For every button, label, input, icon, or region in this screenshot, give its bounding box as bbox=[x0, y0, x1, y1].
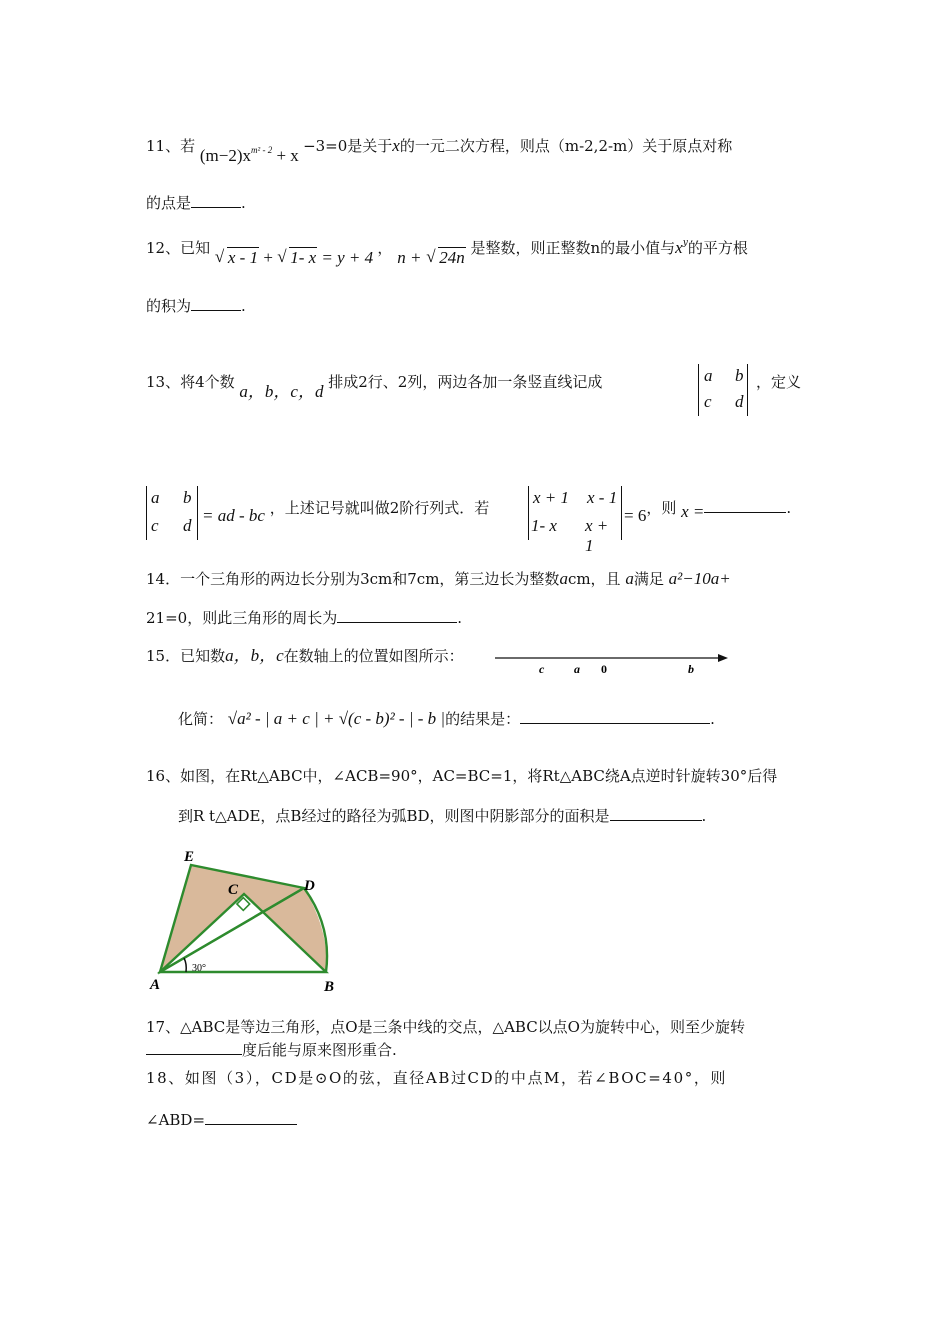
q11-line2-text: 的点是 bbox=[146, 194, 192, 212]
q12-sqrt3: √ 24n bbox=[426, 247, 465, 267]
q12-sqrt1: √ x - 1 bbox=[214, 247, 259, 267]
q17-text1: 17、△ABC是等边三角形，点O是三条中线的交点，△ABC以点O为旋转中心，则至少旋转 bbox=[146, 1018, 745, 1036]
q13-m11: x + 1 bbox=[533, 488, 570, 507]
q12-formula bbox=[215, 248, 378, 267]
q11-exponent: m² - 2 bbox=[251, 145, 273, 155]
q11-end: . bbox=[241, 194, 246, 212]
q13-then: ，则 bbox=[646, 499, 677, 517]
q16-text2: 到R t△ADE，点B经过的路径为弧BD，则图中阴影部分的面积是 bbox=[178, 807, 610, 825]
q13-text2: ，定义 bbox=[756, 373, 802, 391]
label-angle: 30° bbox=[192, 963, 206, 974]
q11-answer-blank[interactable] bbox=[191, 193, 241, 208]
q14-eq-part: a²−10a+ bbox=[668, 569, 731, 588]
q12-number: 12、已知 bbox=[146, 239, 211, 257]
q13-det-notation bbox=[698, 364, 748, 416]
q13-det-d: d bbox=[735, 392, 744, 411]
q13-end: . bbox=[786, 499, 792, 517]
q15-end: . bbox=[710, 710, 715, 728]
q12-sqrt2: √ 1- x bbox=[277, 247, 317, 267]
label-A: A bbox=[150, 977, 161, 993]
q14-answer-blank[interactable] bbox=[337, 608, 457, 623]
q13-number: 13、将4个数 bbox=[146, 373, 235, 391]
q13-line2b bbox=[624, 498, 792, 525]
q15-text1b: 在数轴上的位置如图所示： bbox=[283, 647, 464, 665]
q13-define bbox=[756, 372, 801, 392]
q14-end: . bbox=[457, 609, 462, 627]
q18-text1: 18、如图（3），CD是⊙O的弦，直径AB过CD的中点M，若∠BOC=40°，则 bbox=[146, 1069, 728, 1087]
q17-line2 bbox=[146, 1040, 397, 1060]
q12-xy-exp: y bbox=[682, 238, 688, 248]
label-D: D bbox=[304, 878, 315, 894]
q17-line1 bbox=[146, 1017, 745, 1037]
q13-line1 bbox=[146, 372, 603, 401]
q12-end: . bbox=[241, 297, 246, 315]
q15-answer-blank[interactable] bbox=[520, 709, 710, 724]
q13-det-b: b bbox=[735, 366, 744, 385]
q15-text1: 15．已知数 bbox=[146, 647, 226, 665]
q14-text2: 21=0，则此三角形的周长为 bbox=[146, 609, 338, 627]
q13-line2 bbox=[202, 498, 490, 525]
q11-number: 11、若 bbox=[146, 137, 196, 155]
q13-def-d: d bbox=[183, 516, 192, 535]
q11-text2: 的一元二次方程，则点（m-2,2-m）关于原点对称 bbox=[399, 137, 733, 155]
q15-simplify: 化简： bbox=[178, 710, 224, 728]
number-line bbox=[490, 648, 735, 678]
axis-label-b: b bbox=[688, 662, 694, 676]
q11-expr-a: (m−2)x bbox=[199, 146, 252, 165]
q15-line2 bbox=[178, 709, 715, 729]
q14-text1: 14．一个三角形的两边长分别为3cm和7cm，第三边长为整数 bbox=[146, 570, 560, 588]
q14-a2: a bbox=[625, 569, 634, 588]
q12-answer-blank[interactable] bbox=[191, 296, 241, 311]
q12-eq: = y + 4 bbox=[321, 248, 374, 267]
q12-plus: + bbox=[263, 248, 273, 267]
q17-answer-blank[interactable] bbox=[146, 1040, 242, 1055]
q13-def-c: c bbox=[151, 516, 159, 535]
q11-var-x: x bbox=[392, 136, 400, 155]
q13-x-eq: x = bbox=[681, 502, 705, 521]
q11-line1 bbox=[146, 130, 733, 165]
q11-expr-b: + x bbox=[276, 146, 299, 165]
q13-det-def bbox=[146, 486, 198, 540]
q18-line1 bbox=[146, 1068, 727, 1088]
axis-label-c: c bbox=[539, 662, 545, 676]
q13-m21: 1- x bbox=[531, 516, 557, 535]
label-C: C bbox=[228, 882, 239, 898]
q13-text1: 排成2行、2列，两边各加一条竖直线记成 bbox=[328, 373, 603, 391]
q16-answer-blank[interactable] bbox=[610, 806, 702, 821]
q13-m22: x + 1 bbox=[585, 516, 609, 555]
q12-formula2 bbox=[397, 249, 470, 267]
q13-def-b: b bbox=[183, 488, 192, 507]
axis-label-0: 0 bbox=[601, 662, 607, 676]
q15-abc: a，b，c bbox=[225, 646, 284, 665]
axis-label-a: a bbox=[574, 662, 580, 676]
q15-line1 bbox=[146, 646, 464, 666]
q18-line2 bbox=[146, 1110, 297, 1130]
q12-line2-text: 的积为 bbox=[146, 297, 192, 315]
q13-text3: ，上述记号就叫做2阶行列式．若 bbox=[269, 499, 490, 517]
q15-expr: √a² - | a + c | + √(c - b)² - | - b | bbox=[227, 709, 446, 728]
q18-text2: ∠ABD= bbox=[146, 1111, 206, 1129]
q13-eq6: = 6 bbox=[624, 506, 647, 525]
q16-figure bbox=[140, 842, 355, 997]
q13-answer-blank[interactable] bbox=[704, 498, 786, 513]
q12-text2: 的平方根 bbox=[687, 239, 748, 257]
q12-comma: ， bbox=[377, 239, 393, 257]
q14-satisfy: 满足 bbox=[633, 570, 664, 588]
q12-line1 bbox=[146, 233, 748, 267]
label-E: E bbox=[184, 849, 195, 865]
label-B: B bbox=[324, 979, 335, 995]
q13-det-problem bbox=[528, 486, 622, 555]
q11-formula bbox=[200, 146, 303, 165]
q16-line1 bbox=[146, 766, 777, 786]
q12-n-plus: n + bbox=[397, 248, 422, 267]
q18-answer-blank[interactable] bbox=[205, 1110, 297, 1125]
q15-result: 的结果是： bbox=[445, 710, 521, 728]
q14-cm: cm，且 bbox=[567, 570, 621, 588]
q13-det-a: a bbox=[704, 366, 713, 385]
q13-def-rhs: = ad - bc bbox=[202, 506, 265, 525]
q11-line2 bbox=[146, 193, 246, 213]
q11-text1: −3=0是关于 bbox=[303, 137, 393, 155]
q14-line1 bbox=[146, 569, 731, 589]
q12-line2 bbox=[146, 296, 246, 316]
q12-text1: 是整数，则正整数n的最小值与 bbox=[470, 239, 676, 257]
q13-vars: a，b，c，d bbox=[239, 382, 324, 401]
q13-m12: x - 1 bbox=[587, 488, 618, 507]
q12-xy: x bbox=[675, 238, 683, 257]
q16-line2 bbox=[178, 806, 706, 826]
q13-det-c: c bbox=[704, 392, 712, 411]
q14-a: a bbox=[559, 569, 568, 588]
q16-text1: 16、如图，在Rt△ABC中，∠ACB=90°，AC=BC=1，将Rt△ABC绕A点逆时针旋转30°后得 bbox=[146, 767, 778, 785]
q16-end: . bbox=[701, 807, 707, 825]
q17-text2: 度后能与原来图形重合. bbox=[242, 1041, 397, 1059]
q14-line2 bbox=[146, 608, 462, 628]
q13-def-a: a bbox=[151, 488, 160, 507]
